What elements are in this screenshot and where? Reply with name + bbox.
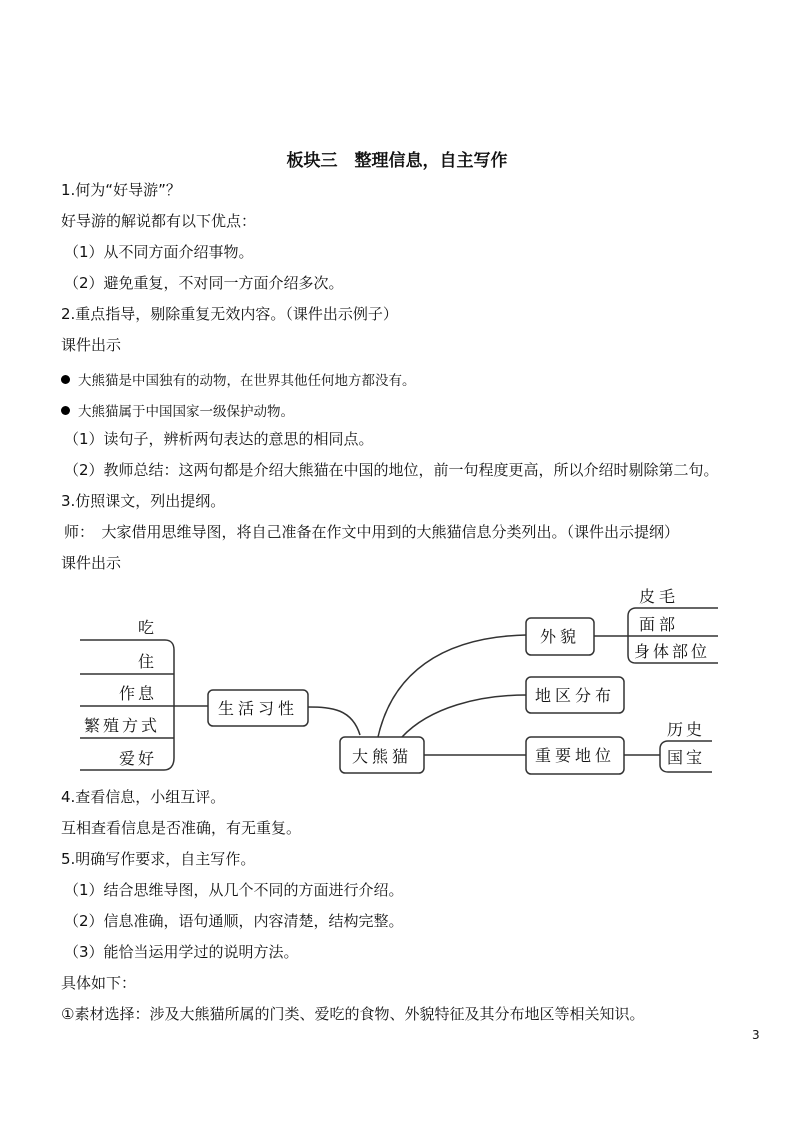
bullet-dot-icon [61, 406, 70, 415]
text-line: （2）信息准确，语句通顺，内容清楚，结构完整。 [64, 912, 404, 930]
appearance-node-label: 外貌 [539, 627, 581, 646]
text-line: 4.查看信息，小组互评。 [61, 788, 226, 806]
text-line: 具体如下： [61, 974, 137, 992]
status-node-label: 重要地位 [534, 746, 616, 765]
mind-map-diagram [0, 585, 794, 785]
text-line: （2）避免重复，不对同一方面介绍多次。 [64, 274, 344, 292]
text-line: （1）结合思维导图，从几个不同的方面进行介绍。 [64, 881, 404, 899]
bullet-dot-icon [61, 375, 70, 384]
distribution-node-label: 地区分布 [534, 686, 616, 705]
text-line: 好导游的解说都有以下优点： [61, 212, 257, 230]
status-history-label: 历史 [667, 720, 706, 739]
habit-breed-label: 繁殖方式 [83, 716, 160, 735]
text-line: 课件出示 [61, 554, 122, 572]
appearance-body-label: 身体部位 [634, 642, 711, 661]
habit-eat-label: 吃 [137, 618, 157, 637]
text-line: 2.重点指导，剔除重复无效内容。（课件出示例子） [61, 305, 398, 323]
bullet-item: 大熊猫是中国独有的动物，在世界其他任何地方都没有。 [61, 369, 416, 389]
appearance-face-label: 面部 [639, 615, 680, 634]
text-line: （1）从不同方面介绍事物。 [64, 243, 254, 261]
text-line: （3）能恰当运用学过的说明方法。 [64, 943, 299, 961]
habit-rest-label: 作息 [118, 684, 157, 703]
page-number: 3 [752, 1028, 760, 1042]
text-line: （2）教师总结：这两句都是介绍大熊猫在中国的地位，前一句程度更高，所以介绍时剔除第二句。 [64, 461, 719, 479]
section-title: 板块三 整理信息，自主写作 [286, 151, 508, 171]
text-line: 课件出示 [61, 336, 122, 354]
text-line: 1.何为“好导游”？ [61, 181, 181, 199]
appearance-fur-label: 皮毛 [639, 587, 680, 606]
bullet-item: 大熊猫属于中国国家一级保护动物。 [61, 400, 294, 420]
text-line: 3.仿照课文，列出提纲。 [61, 492, 226, 510]
center-node-label: 大熊猫 [351, 747, 413, 766]
habits-node-label: 生活习性 [217, 699, 299, 718]
text-line: 师： 大家借用思维导图，将自己准备在作文中用到的大熊猫信息分类列出。（课件出示提纲） [64, 523, 680, 541]
text-line: ①素材选择：涉及大熊猫所属的门类、爱吃的食物、外貌特征及其分布地区等相关知识。 [61, 1005, 645, 1023]
status-treasure-label: 国宝 [667, 748, 706, 767]
habit-live-label: 住 [137, 652, 157, 671]
text-line: （1）读句子，辨析两句表达的意思的相同点。 [64, 430, 374, 448]
text-line: 5.明确写作要求，自主写作。 [61, 850, 256, 868]
text-line: 互相查看信息是否准确，有无重复。 [61, 819, 302, 837]
habit-hobby-label: 爱好 [118, 749, 157, 768]
